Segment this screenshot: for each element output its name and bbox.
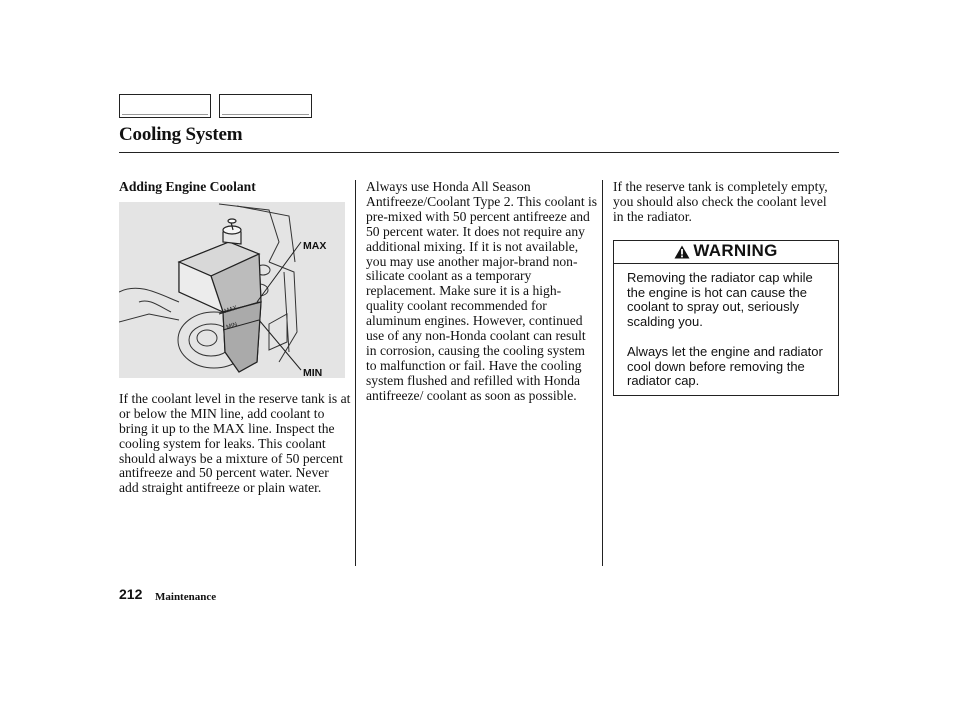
column-3 <box>613 180 839 396</box>
reserve-tank-drawing <box>119 202 345 378</box>
section-subheading: Adding Engine Coolant <box>119 179 256 194</box>
min-callout-label: MIN <box>303 366 323 379</box>
warning-paragraph-1: Removing the radiator cap while the engine is hot can cause the coolant to spray out, seriously scalding you. <box>627 269 813 330</box>
title-rule <box>119 152 839 153</box>
max-callout-label: MAX <box>303 239 327 252</box>
nav-tab-box-1[interactable] <box>119 94 211 118</box>
column-1-paragraph: If the coolant level in the reserve tank is at or below the MIN line, add coolant to bring it up to the MAX line. Inspect the cooling system for leaks. This coolant should always be a mixture of 50 percent antifreeze and 50 percent water. Never add straight antifreeze or plain water. <box>119 390 351 496</box>
warning-paragraph-2: Always let the engine and radiator cool down before removing the radiator cap. <box>627 343 823 389</box>
nav-tab-box-2[interactable] <box>219 94 312 118</box>
warning-triangle-icon <box>674 245 690 259</box>
warning-header <box>614 241 838 264</box>
column-2 <box>366 180 598 404</box>
svg-text:MIN: MIN <box>225 321 239 331</box>
coolant-reserve-tank-illustration <box>119 202 345 378</box>
column-divider-1 <box>355 180 356 566</box>
warning-body <box>614 264 838 389</box>
svg-text:MAX: MAX <box>223 305 238 315</box>
column-3-paragraph: If the reserve tank is completely empty, you should also check the coolant level in the radiator. <box>613 179 828 224</box>
warning-heading: WARNING <box>693 241 778 261</box>
column-1 <box>119 180 351 496</box>
warning-box <box>613 240 839 396</box>
section-name: Maintenance <box>155 591 217 603</box>
page-number: 212 <box>119 586 143 602</box>
page-title: Cooling System <box>119 124 243 145</box>
column-2-paragraph: Always use Honda All Season Antifreeze/Coolant Type 2. This coolant is pre-mixed with 50 percent antifreeze and 50 percent water. It does not require any additional mixing. If it is not available, you may use another major-brand non-silicate coolant as a temporary replacement. Make sure it is a high-quality coolant recommended for aluminum engines. However, continued use of any non-Honda coolant can result in corrosion, causing the cooling system to malfunction or fail. Have the cooling system flushed and refilled with Honda antifreeze/ coolant as soon as possible. <box>366 179 598 403</box>
column-divider-2 <box>602 180 603 566</box>
